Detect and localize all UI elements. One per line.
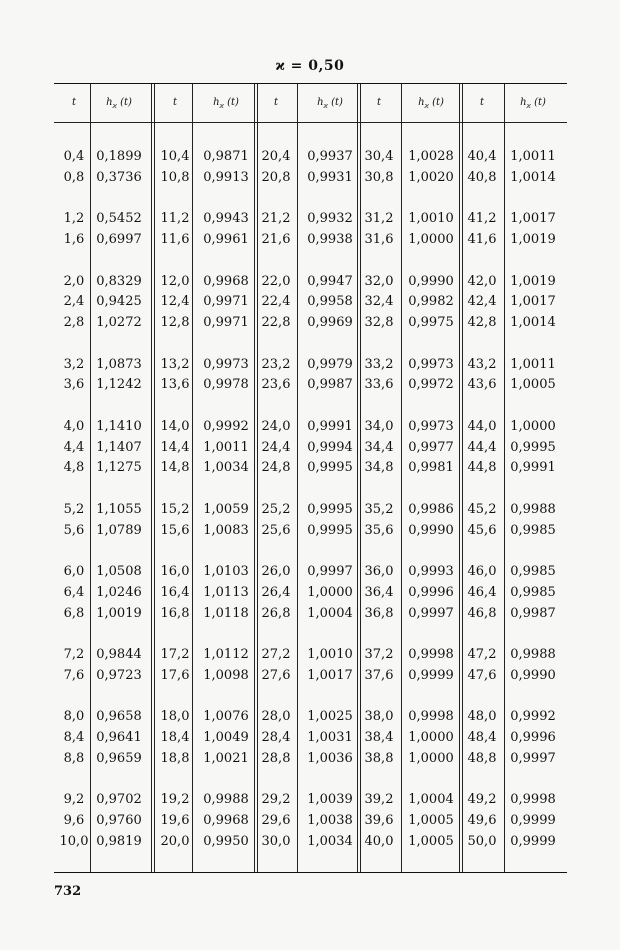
cell-h: 1,0034 bbox=[307, 833, 353, 849]
cell-t: 44,0 bbox=[467, 418, 497, 434]
cell-h: 0,9999 bbox=[510, 833, 556, 849]
cell-t: 31,2 bbox=[364, 211, 394, 227]
cell-h: 1,0031 bbox=[307, 730, 353, 745]
cell-h: 0,9973 bbox=[203, 356, 249, 372]
cell-t: 46,4 bbox=[467, 584, 497, 600]
cell-h: 1,0000 bbox=[307, 584, 353, 600]
cell-t: 27,2 bbox=[261, 647, 291, 662]
cell-t: 34,0 bbox=[364, 418, 394, 434]
cell-h: 1,0083 bbox=[203, 522, 249, 538]
cell-h: 1,0059 bbox=[203, 501, 249, 517]
cell-t: 0,4 bbox=[63, 149, 85, 164]
cell-t: 10,4 bbox=[160, 149, 190, 164]
cell-h: 1,1055 bbox=[96, 501, 142, 517]
cell-t: 10,0 bbox=[59, 833, 89, 849]
cell-h: 0,9998 bbox=[408, 647, 454, 662]
cell-h: 1,0014 bbox=[510, 169, 556, 185]
cell-t: 36,4 bbox=[364, 584, 394, 600]
cell-t: 20,8 bbox=[261, 169, 291, 185]
cell-t: 26,0 bbox=[261, 564, 291, 579]
cell-h: 0,9968 bbox=[203, 273, 249, 289]
cell-h: 0,9961 bbox=[203, 232, 249, 247]
cell-h: 1,0039 bbox=[307, 792, 353, 808]
cell-t: 20,0 bbox=[160, 833, 190, 849]
cell-h: 0,9988 bbox=[203, 792, 249, 808]
cell-t: 4,4 bbox=[63, 439, 85, 455]
header-h: $h_ϰ$ (t) bbox=[317, 97, 343, 110]
cell-t: 39,2 bbox=[364, 792, 394, 808]
cell-h: 1,0014 bbox=[510, 315, 556, 330]
cell-t: 32,4 bbox=[364, 294, 394, 310]
cell-h: 1,1407 bbox=[96, 439, 142, 455]
cell-t: 41,6 bbox=[467, 232, 497, 247]
cell-h: 0,9998 bbox=[510, 792, 556, 808]
cell-t: 10,8 bbox=[160, 169, 190, 185]
cell-h: 0,9659 bbox=[96, 750, 142, 766]
cell-t: 15,6 bbox=[160, 522, 190, 538]
page-number: 732 bbox=[54, 884, 82, 899]
cell-t: 32,0 bbox=[364, 273, 394, 289]
cell-h: 0,9702 bbox=[96, 792, 142, 808]
cell-t: 19,2 bbox=[160, 792, 190, 808]
cell-h: 0,9977 bbox=[408, 439, 454, 455]
cell-t: 3,6 bbox=[63, 377, 85, 393]
cell-t: 40,8 bbox=[467, 169, 497, 185]
cell-t: 26,8 bbox=[261, 605, 291, 621]
cell-h: 0,9973 bbox=[408, 356, 454, 372]
cell-t: 49,6 bbox=[467, 813, 497, 828]
cell-t: 45,6 bbox=[467, 522, 497, 538]
cell-h: 1,0034 bbox=[203, 460, 249, 476]
cell-h: 0,9999 bbox=[510, 813, 556, 828]
cell-t: 42,0 bbox=[467, 273, 497, 289]
cell-h: 0,6997 bbox=[96, 232, 142, 247]
cell-t: 32,8 bbox=[364, 315, 394, 330]
cell-h: 0,9987 bbox=[510, 605, 556, 621]
cell-t: 25,2 bbox=[261, 501, 291, 517]
header-t: t bbox=[479, 97, 485, 108]
cell-h: 1,0017 bbox=[510, 211, 556, 227]
cell-h: 0,9978 bbox=[203, 377, 249, 393]
header-t: t bbox=[71, 97, 77, 108]
cell-h: 0,9995 bbox=[307, 460, 353, 476]
cell-h: 1,0011 bbox=[510, 149, 556, 164]
cell-t: 18,8 bbox=[160, 750, 190, 766]
cell-t: 17,2 bbox=[160, 647, 190, 662]
cell-h: 0,9995 bbox=[510, 439, 556, 455]
cell-t: 29,2 bbox=[261, 792, 291, 808]
cell-t: 49,2 bbox=[467, 792, 497, 808]
cell-t: 28,4 bbox=[261, 730, 291, 745]
cell-h: 0,9985 bbox=[510, 584, 556, 600]
cell-t: 1,6 bbox=[63, 232, 85, 247]
cell-h: 0,9990 bbox=[408, 522, 454, 538]
cell-h: 0,9981 bbox=[408, 460, 454, 476]
cell-t: 30,8 bbox=[364, 169, 394, 185]
cell-t: 2,8 bbox=[63, 315, 85, 330]
header-t: t bbox=[376, 97, 382, 108]
cell-t: 1,2 bbox=[63, 211, 85, 227]
header-h: $h_ϰ$ (t) bbox=[418, 97, 444, 110]
cell-t: 13,2 bbox=[160, 356, 190, 372]
cell-h: 0,9971 bbox=[203, 294, 249, 310]
cell-t: 7,2 bbox=[63, 647, 85, 662]
cell-h: 1,0005 bbox=[408, 813, 454, 828]
cell-h: 1,0004 bbox=[408, 792, 454, 808]
cell-h: 0,9931 bbox=[307, 169, 353, 185]
cell-t: 45,2 bbox=[467, 501, 497, 517]
cell-h: 0,9987 bbox=[307, 377, 353, 393]
cell-h: 0,9997 bbox=[408, 605, 454, 621]
cell-h: 0,9943 bbox=[203, 211, 249, 227]
cell-h: 1,0019 bbox=[96, 605, 142, 621]
cell-h: 1,0098 bbox=[203, 667, 249, 683]
cell-t: 6,4 bbox=[63, 584, 85, 600]
cell-t: 35,6 bbox=[364, 522, 394, 538]
cell-h: 0,9986 bbox=[408, 501, 454, 517]
cell-t: 24,8 bbox=[261, 460, 291, 476]
cell-h: 1,0112 bbox=[203, 647, 249, 662]
cell-h: 0,9982 bbox=[408, 294, 454, 310]
cell-t: 36,0 bbox=[364, 564, 394, 579]
cell-t: 14,8 bbox=[160, 460, 190, 476]
cell-t: 42,4 bbox=[467, 294, 497, 310]
cell-h: 1,0011 bbox=[203, 439, 249, 455]
cell-h: 0,9932 bbox=[307, 211, 353, 227]
cell-h: 0,9819 bbox=[96, 833, 142, 849]
header-t: t bbox=[172, 97, 178, 108]
cell-h: 1,1410 bbox=[96, 418, 142, 434]
cell-h: 1,0004 bbox=[307, 605, 353, 621]
cell-h: 0,9975 bbox=[408, 315, 454, 330]
cell-t: 37,2 bbox=[364, 647, 394, 662]
cell-h: 0,5452 bbox=[96, 211, 142, 227]
cell-h: 0,9973 bbox=[408, 418, 454, 434]
cell-t: 18,0 bbox=[160, 709, 190, 725]
cell-t: 8,0 bbox=[63, 709, 85, 725]
cell-h: 1,0010 bbox=[408, 211, 454, 227]
cell-h: 0,9991 bbox=[307, 418, 353, 434]
cell-h: 0,9979 bbox=[307, 356, 353, 372]
cell-h: 1,1242 bbox=[96, 377, 142, 393]
cell-h: 1,0076 bbox=[203, 709, 249, 725]
header-rule bbox=[54, 122, 567, 123]
cell-h: 0,9969 bbox=[307, 315, 353, 330]
cell-t: 4,8 bbox=[63, 460, 85, 476]
cell-t: 4,0 bbox=[63, 418, 85, 434]
cell-t: 33,6 bbox=[364, 377, 394, 393]
cell-t: 44,8 bbox=[467, 460, 497, 476]
cell-h: 1,0005 bbox=[408, 833, 454, 849]
cell-t: 22,0 bbox=[261, 273, 291, 289]
cell-t: 3,2 bbox=[63, 356, 85, 372]
cell-h: 1,0017 bbox=[510, 294, 556, 310]
cell-t: 11,6 bbox=[160, 232, 190, 247]
cell-h: 0,9992 bbox=[510, 709, 556, 725]
header-h: $h_ϰ$ (t) bbox=[106, 97, 132, 110]
cell-t: 7,6 bbox=[63, 667, 85, 683]
cell-h: 1,0103 bbox=[203, 564, 249, 579]
cell-t: 6,0 bbox=[63, 564, 85, 579]
header-t: t bbox=[273, 97, 279, 108]
cell-t: 16,0 bbox=[160, 564, 190, 579]
cell-h: 0,9425 bbox=[96, 294, 142, 310]
cell-t: 38,8 bbox=[364, 750, 394, 766]
cell-h: 0,9760 bbox=[96, 813, 142, 828]
cell-t: 47,6 bbox=[467, 667, 497, 683]
cell-h: 1,0508 bbox=[96, 564, 142, 579]
cell-h: 0,9993 bbox=[408, 564, 454, 579]
cell-h: 1,0113 bbox=[203, 584, 249, 600]
cell-h: 0,9992 bbox=[203, 418, 249, 434]
cell-h: 1,0021 bbox=[203, 750, 249, 766]
cell-h: 1,0049 bbox=[203, 730, 249, 745]
cell-t: 37,6 bbox=[364, 667, 394, 683]
cell-h: 0,9996 bbox=[408, 584, 454, 600]
cell-t: 43,2 bbox=[467, 356, 497, 372]
cell-h: 1,0246 bbox=[96, 584, 142, 600]
cell-t: 38,4 bbox=[364, 730, 394, 745]
cell-t: 29,6 bbox=[261, 813, 291, 828]
cell-h: 0,9938 bbox=[307, 232, 353, 247]
cell-t: 23,6 bbox=[261, 377, 291, 393]
cell-h: 1,0020 bbox=[408, 169, 454, 185]
cell-h: 0,9985 bbox=[510, 564, 556, 579]
cell-t: 18,4 bbox=[160, 730, 190, 745]
cell-h: 0,9968 bbox=[203, 813, 249, 828]
cell-t: 40,0 bbox=[364, 833, 394, 849]
cell-h: 0,9990 bbox=[510, 667, 556, 683]
cell-t: 8,4 bbox=[63, 730, 85, 745]
cell-t: 13,6 bbox=[160, 377, 190, 393]
data-table bbox=[54, 83, 567, 873]
cell-t: 48,0 bbox=[467, 709, 497, 725]
cell-h: 1,0789 bbox=[96, 522, 142, 538]
cell-t: 16,8 bbox=[160, 605, 190, 621]
cell-t: 21,6 bbox=[261, 232, 291, 247]
cell-t: 17,6 bbox=[160, 667, 190, 683]
cell-t: 9,6 bbox=[63, 813, 85, 828]
table-title: ϰ = 0,50 bbox=[275, 58, 345, 74]
header-h: $h_ϰ$ (t) bbox=[520, 97, 546, 110]
cell-t: 41,2 bbox=[467, 211, 497, 227]
cell-t: 12,8 bbox=[160, 315, 190, 330]
cell-h: 1,0000 bbox=[408, 232, 454, 247]
cell-h: 0,9658 bbox=[96, 709, 142, 725]
cell-t: 43,6 bbox=[467, 377, 497, 393]
cell-h: 1,0011 bbox=[510, 356, 556, 372]
cell-h: 1,0000 bbox=[510, 418, 556, 434]
cell-h: 1,0005 bbox=[510, 377, 556, 393]
cell-h: 0,9985 bbox=[510, 522, 556, 538]
cell-h: 0,9995 bbox=[307, 522, 353, 538]
cell-h: 0,9723 bbox=[96, 667, 142, 683]
cell-t: 5,6 bbox=[63, 522, 85, 538]
cell-h: 0,9999 bbox=[408, 667, 454, 683]
cell-h: 0,9996 bbox=[510, 730, 556, 745]
cell-h: 0,9990 bbox=[408, 273, 454, 289]
header-h: $h_ϰ$ (t) bbox=[213, 97, 239, 110]
cell-h: 0,9997 bbox=[510, 750, 556, 766]
cell-t: 22,8 bbox=[261, 315, 291, 330]
cell-t: 48,8 bbox=[467, 750, 497, 766]
cell-h: 1,0000 bbox=[408, 730, 454, 745]
cell-t: 39,6 bbox=[364, 813, 394, 828]
cell-t: 21,2 bbox=[261, 211, 291, 227]
cell-h: 1,0010 bbox=[307, 647, 353, 662]
cell-t: 14,0 bbox=[160, 418, 190, 434]
cell-h: 0,1899 bbox=[96, 149, 142, 164]
cell-t: 26,4 bbox=[261, 584, 291, 600]
cell-t: 40,4 bbox=[467, 149, 497, 164]
cell-h: 1,0028 bbox=[408, 149, 454, 164]
cell-h: 0,9994 bbox=[307, 439, 353, 455]
cell-t: 31,6 bbox=[364, 232, 394, 247]
cell-h: 0,9971 bbox=[203, 315, 249, 330]
cell-t: 30,4 bbox=[364, 149, 394, 164]
cell-h: 1,0036 bbox=[307, 750, 353, 766]
cell-h: 0,9991 bbox=[510, 460, 556, 476]
cell-h: 0,9913 bbox=[203, 169, 249, 185]
cell-t: 24,0 bbox=[261, 418, 291, 434]
cell-t: 30,0 bbox=[261, 833, 291, 849]
cell-h: 1,0873 bbox=[96, 356, 142, 372]
cell-t: 14,4 bbox=[160, 439, 190, 455]
cell-t: 46,8 bbox=[467, 605, 497, 621]
cell-t: 48,4 bbox=[467, 730, 497, 745]
cell-h: 1,0019 bbox=[510, 232, 556, 247]
cell-t: 28,8 bbox=[261, 750, 291, 766]
cell-h: 1,0038 bbox=[307, 813, 353, 828]
cell-h: 0,9958 bbox=[307, 294, 353, 310]
cell-t: 34,8 bbox=[364, 460, 394, 476]
cell-t: 23,2 bbox=[261, 356, 291, 372]
cell-t: 28,0 bbox=[261, 709, 291, 725]
cell-t: 36,8 bbox=[364, 605, 394, 621]
cell-h: 1,0000 bbox=[408, 750, 454, 766]
cell-t: 46,0 bbox=[467, 564, 497, 579]
cell-t: 24,4 bbox=[261, 439, 291, 455]
cell-t: 50,0 bbox=[467, 833, 497, 849]
cell-h: 1,0025 bbox=[307, 709, 353, 725]
cell-t: 11,2 bbox=[160, 211, 190, 227]
cell-t: 33,2 bbox=[364, 356, 394, 372]
cell-t: 19,6 bbox=[160, 813, 190, 828]
cell-h: 0,9641 bbox=[96, 730, 142, 745]
cell-t: 20,4 bbox=[261, 149, 291, 164]
cell-h: 0,9871 bbox=[203, 149, 249, 164]
cell-t: 12,4 bbox=[160, 294, 190, 310]
cell-t: 9,2 bbox=[63, 792, 85, 808]
cell-t: 12,0 bbox=[160, 273, 190, 289]
cell-t: 34,4 bbox=[364, 439, 394, 455]
cell-h: 0,9972 bbox=[408, 377, 454, 393]
cell-h: 0,9937 bbox=[307, 149, 353, 164]
cell-h: 1,0272 bbox=[96, 315, 142, 330]
cell-h: 0,9844 bbox=[96, 647, 142, 662]
cell-t: 44,4 bbox=[467, 439, 497, 455]
cell-h: 1,0017 bbox=[307, 667, 353, 683]
cell-t: 5,2 bbox=[63, 501, 85, 517]
cell-h: 0,9998 bbox=[408, 709, 454, 725]
cell-h: 0,9950 bbox=[203, 833, 249, 849]
cell-t: 6,8 bbox=[63, 605, 85, 621]
cell-t: 16,4 bbox=[160, 584, 190, 600]
cell-t: 2,0 bbox=[63, 273, 85, 289]
cell-h: 1,1275 bbox=[96, 460, 142, 476]
cell-t: 47,2 bbox=[467, 647, 497, 662]
cell-t: 38,0 bbox=[364, 709, 394, 725]
cell-h: 0,9997 bbox=[307, 564, 353, 579]
cell-t: 35,2 bbox=[364, 501, 394, 517]
cell-t: 0,8 bbox=[63, 169, 85, 185]
cell-t: 25,6 bbox=[261, 522, 291, 538]
cell-h: 0,9988 bbox=[510, 501, 556, 517]
cell-h: 0,3736 bbox=[96, 169, 142, 185]
cell-h: 0,9988 bbox=[510, 647, 556, 662]
cell-t: 22,4 bbox=[261, 294, 291, 310]
cell-t: 15,2 bbox=[160, 501, 190, 517]
cell-h: 0,9995 bbox=[307, 501, 353, 517]
cell-h: 1,0019 bbox=[510, 273, 556, 289]
cell-t: 2,4 bbox=[63, 294, 85, 310]
cell-t: 27,6 bbox=[261, 667, 291, 683]
cell-h: 0,9947 bbox=[307, 273, 353, 289]
cell-h: 0,8329 bbox=[96, 273, 142, 289]
cell-t: 42,8 bbox=[467, 315, 497, 330]
cell-t: 8,8 bbox=[63, 750, 85, 766]
cell-h: 1,0118 bbox=[203, 605, 249, 621]
